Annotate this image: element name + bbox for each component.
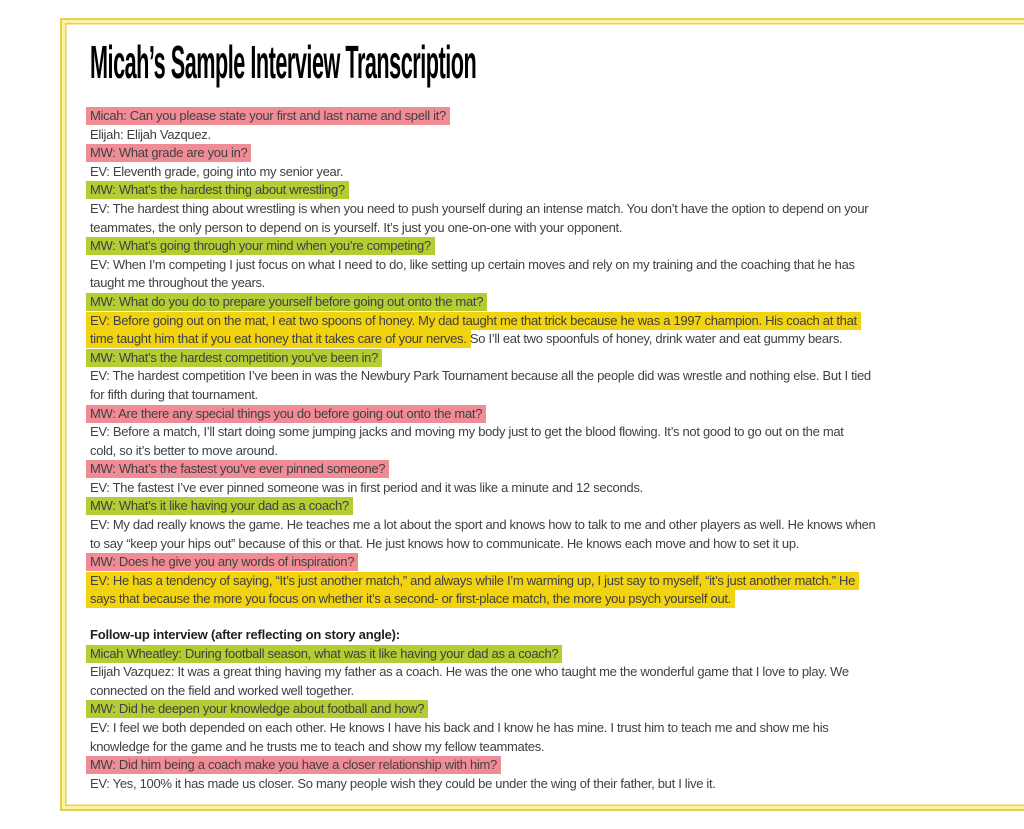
- highlight-green: MW: What’s the hardest competition you’ve been in?: [86, 349, 382, 367]
- transcript-line: [90, 497, 935, 516]
- transcript-line: [90, 330, 935, 349]
- transcript-line: [90, 163, 935, 182]
- followup-heading: Follow-up interview (after reflecting on story angle):: [90, 627, 400, 643]
- plain-text: teammates, the only person to depend on is yourself. It’s just you one-on-one with your opponent.: [90, 219, 623, 235]
- plain-text: Elijah Vazquez: It was a great thing having my father as a coach. He was the one who taught me the wonderful game that I love to play. We: [90, 664, 849, 680]
- highlight-green: MW: Did he deepen your knowledge about football and how?: [86, 700, 428, 718]
- transcript-line: [90, 756, 935, 775]
- plain-text: for fifth during that tournament.: [90, 386, 258, 402]
- transcript-line: [90, 144, 935, 163]
- transcript-line: [90, 423, 935, 442]
- plain-text: taught me throughout the years.: [90, 275, 265, 291]
- transcript-line: [90, 367, 935, 386]
- plain-text: EV: The fastest I’ve ever pinned someone was in first period and it was like a minute and 12 seconds.: [90, 479, 643, 495]
- plain-text: EV: The hardest thing about wrestling is when you need to push yourself during an intense match. You don’t have the option to depend on your: [90, 200, 869, 216]
- highlight-yellow: EV: Before going out on the mat, I eat two spoons of honey. My dad taught me that trick because he was a 1997 champion. His coach at that: [86, 312, 861, 330]
- plain-text: EV: Yes, 100% it has made us closer. So many people wish they could be under the wing of their father, but I live it.: [90, 775, 716, 791]
- transcript-line: [90, 590, 935, 609]
- transcript-line: [90, 256, 935, 275]
- transcript: [90, 107, 935, 793]
- plain-text: cold, so it’s better to move around.: [90, 442, 278, 458]
- plain-text: EV: My dad really knows the game. He teaches me a lot about the sport and knows how to talk to me and other players as well. He knows when: [90, 517, 876, 533]
- transcript-line: [90, 293, 935, 312]
- transcript-line: [90, 572, 935, 591]
- transcript-line: [90, 181, 935, 200]
- plain-text: Elijah: Elijah Vazquez.: [90, 126, 211, 142]
- transcript-line: [90, 312, 935, 331]
- plain-text: EV: Eleventh grade, going into my senior year.: [90, 163, 344, 179]
- page-title: Micah’s Sample Interview Transcription: [90, 36, 477, 88]
- transcript-line: [90, 405, 935, 424]
- highlight-green: MW: What’s it like having your dad as a coach?: [86, 497, 353, 515]
- plain-text: EV: Before a match, I’ll start doing some jumping jacks and moving my body just to get the blood flowing. It’s not good to go out on the mat: [90, 424, 844, 440]
- highlight-pink: MW: What grade are you in?: [86, 144, 251, 162]
- transcript-line: [90, 479, 935, 498]
- transcript-line: [90, 738, 935, 757]
- transcript-line: [90, 645, 935, 664]
- transcript-line: [90, 535, 935, 554]
- highlight-pink: Micah: Can you please state your first and last name and spell it?: [86, 107, 450, 125]
- transcript-line: [90, 460, 935, 479]
- transcript-line: [90, 349, 935, 368]
- transcript-line: [90, 107, 935, 126]
- transcript-line: [90, 719, 935, 738]
- plain-text: EV: I feel we both depended on each other. He knows I have his back and I know he has mine. I trust him to teach me and show me his: [90, 720, 829, 735]
- transcript-line: [90, 442, 935, 461]
- transcript-line: [90, 775, 935, 794]
- transcript-line: [90, 274, 935, 293]
- transcript-line: [90, 663, 935, 682]
- highlight-green: MW: What’s going through your mind when you’re competing?: [86, 237, 435, 255]
- highlight-yellow: says that because the more you focus on whether it’s a second- or first-place match, the more you psych yourself out.: [86, 590, 735, 608]
- transcript-line: [90, 237, 935, 256]
- plain-text: So I’ll eat two spoonfuls of honey, drink water and eat gummy bears.: [466, 331, 843, 347]
- highlight-pink: MW: What’s the fastest you’ve ever pinned someone?: [86, 460, 389, 478]
- transcript-line: [90, 516, 935, 535]
- plain-text: knowledge for the game and he trusts me to teach and show my fellow teammates.: [90, 738, 545, 754]
- plain-text: EV: The hardest competition I’ve been in was the Newbury Park Tournament because all the people did was wrestle and nothing else. But I tied: [90, 368, 871, 384]
- transcript-line: [90, 126, 935, 145]
- transcript-line: [90, 700, 935, 719]
- highlight-green: Micah Wheatley: During football season, what was it like having your dad as a coach?: [86, 645, 562, 663]
- plain-text: EV: When I’m competing I just focus on what I need to do, like setting up certain moves and rely on my training and the coaching that he has: [90, 256, 855, 272]
- highlight-yellow: EV: He has a tendency of saying, “It’s just another match,” and always while I’m warming up, I just say to myself, “it’s just another match.” He: [86, 572, 859, 590]
- highlight-pink: MW: Are there any special things you do before going out onto the mat?: [86, 405, 486, 423]
- transcript-line: [90, 386, 935, 405]
- highlight-pink: MW: Did him being a coach make you have a closer relationship with him?: [86, 756, 501, 774]
- transcript-line: [90, 219, 935, 238]
- plain-text: to say “keep your hips out” because of this or that. He just knows how to communicate. He knows each move and how to set it up.: [90, 535, 800, 551]
- document-body: [90, 0, 935, 793]
- highlight-yellow: time taught him that if you eat honey that it takes care of your nerves.: [86, 330, 471, 348]
- highlight-green: MW: What’s the hardest thing about wrestling?: [86, 181, 349, 199]
- plain-text: connected on the field and worked well together.: [90, 682, 354, 698]
- highlight-pink: MW: Does he give you any words of inspiration?: [86, 553, 358, 571]
- transcript-line: [90, 553, 935, 572]
- transcript-line: [90, 682, 935, 701]
- transcript-line: [90, 200, 935, 219]
- highlight-green: MW: What do you do to prepare yourself before going out onto the mat?: [86, 293, 487, 311]
